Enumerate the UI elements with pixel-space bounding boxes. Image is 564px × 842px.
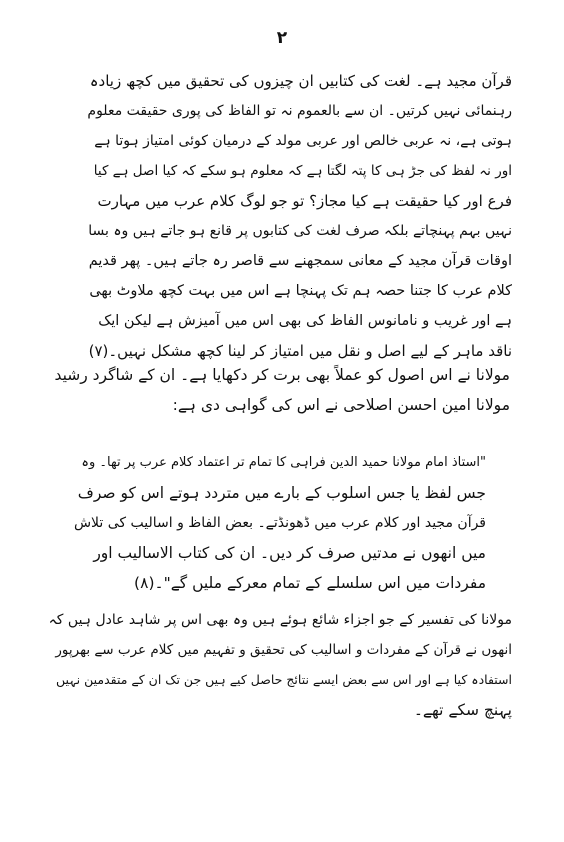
text-line: ناقد ماہر کے لیے اصل و نقل میں امتیاز کر لینا کچھ مشکل نہیں۔(۷) xyxy=(88,342,512,360)
quote-line: مفردات میں اس سلسلے کے تمام معرکے ملیں گے"۔(۸) xyxy=(134,574,486,592)
text-line: پہنچ سکے تھے۔ xyxy=(413,701,512,719)
text-line: مولانا نے اس اصول کو عملاً بھی برت کر دکھایا ہے۔ ان کے شاگرد رشید xyxy=(54,366,510,384)
body-paragraph-3 xyxy=(40,605,512,725)
text-line: کلام عرب کا جتنا حصہ ہم تک پہنچا ہے اس میں بہت کچھ ملاوٹ بھی xyxy=(89,283,512,299)
body-paragraph-1 xyxy=(86,66,512,366)
quote-line: "استاذ امام مولانا حمید الدین فراہی کا تمام تر اعتماد کلام عرب پر تھا۔ وہ xyxy=(81,455,486,470)
text-line: قرآن مجید ہے۔ لغت کی کتابیں ان چیزوں کی تحقیق میں کچھ زیادہ xyxy=(89,72,512,90)
text-line: اوقات قرآن مجید کے معانی سمجھنے سے قاصر رہ جاتے ہیں۔ پھر قدیم xyxy=(88,253,512,269)
quote-line: میں انھوں نے مدتیں صرف کر دیں۔ ان کی کتاب الاسالیب اور xyxy=(93,544,486,562)
text-line: مولانا امین احسن اصلاحی نے اس کی گواہی دی ہے: xyxy=(172,396,510,414)
text-line: اور نہ لفظ کی جڑ ہی کا پتہ لگتا ہے کہ معلوم ہو سکے کہ کیا اصل ہے کیا xyxy=(93,163,512,179)
text-line: فرع اور کیا حقیقت ہے کیا مجاز؟ تو جو لوگ کلام عرب میں مہارت xyxy=(97,192,512,210)
text-line: ہے اور غریب و نامانوس الفاظ کی بھی اس میں آمیزش ہے لیکن ایک xyxy=(98,313,512,329)
quote-line: قرآن مجید اور کلام عرب میں ڈھونڈتے۔ بعض الفاظ و اسالیب کی تلاش xyxy=(73,515,486,531)
page-number: ۲ xyxy=(276,28,288,48)
quote-line: جس لفظ یا جس اسلوب کے بارے میں متردد ہوتے اس کو صرف xyxy=(77,484,486,502)
text-line: انھوں نے قرآن کے مفردات و اسالیب کی تحقیق و تفہیم میں کلام عرب سے بھرپور xyxy=(55,642,512,658)
text-line: ہوتی ہے، نہ عربی خالص اور عربی مولد کے درمیان کوئی امتیاز ہوتا ہے xyxy=(94,133,512,149)
text-line: مولانا کی تفسیر کے جو اجزاء شائع ہوئے ہیں وہ بھی اس پر شاہد عادل ہیں کہ xyxy=(48,612,512,628)
block-quote xyxy=(68,448,486,598)
text-line: رہنمائی نہیں کرتیں۔ ان سے بالعموم نہ تو الفاظ کی پوری حقیقت معلوم xyxy=(87,103,512,119)
text-line: استفادہ کیا ہے اور اس سے بعض ایسے نتائج حاصل کیے ہیں جن تک ان کے متقدمین نہیں xyxy=(56,672,512,687)
body-paragraph-2 xyxy=(40,360,510,420)
text-line: نہیں بہم پہنچاتے بلکہ صرف لغت کی کتابوں پر قانع ہو جاتے ہیں وہ بسا xyxy=(88,223,512,239)
